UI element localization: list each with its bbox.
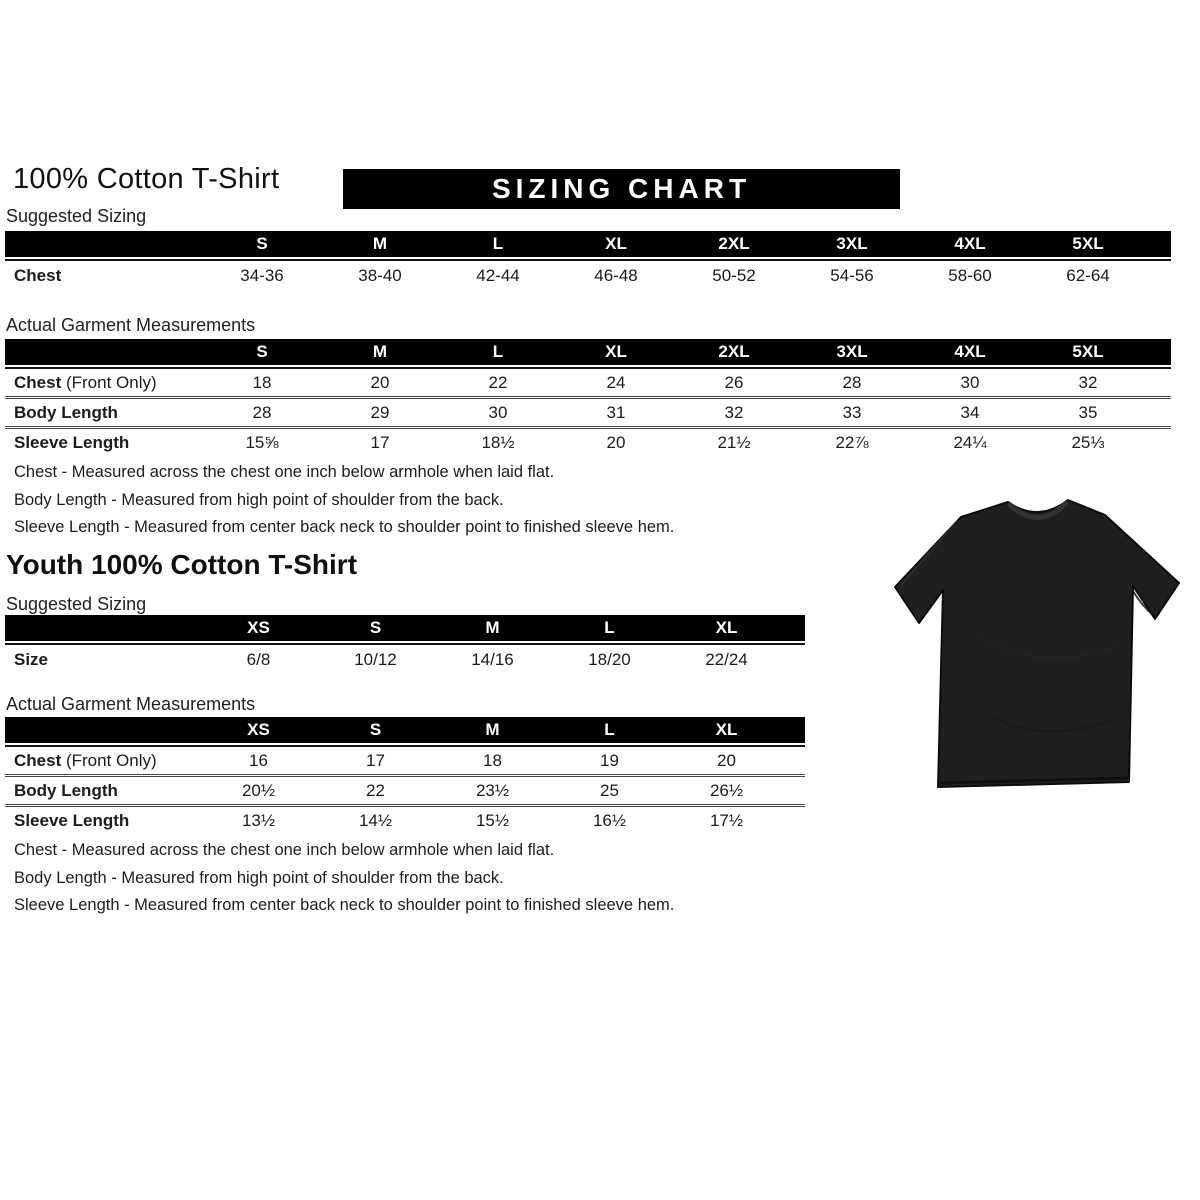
measurement-cell: 28 [842, 372, 862, 392]
row-label-bold: Chest [14, 750, 62, 770]
row-label [5, 433, 203, 453]
size-column-header: M [485, 618, 500, 637]
note-line: Body Length - Measured from high point of shoulder from the back. [14, 490, 504, 509]
measurement-cell: 22 [366, 780, 385, 800]
measurement-cell: 16 [249, 750, 268, 770]
measurement-cell: 34-36 [240, 266, 284, 285]
measurement-cell: 17 [370, 432, 390, 452]
size-column-header: S [369, 618, 382, 637]
size-column-header: XL [605, 342, 627, 361]
measurement-cell: 26½ [709, 780, 744, 800]
sizing-chart-banner [343, 169, 900, 209]
measurement-cell: 35 [1078, 402, 1098, 422]
measurement-cell: 20 [370, 372, 390, 392]
youth-sleeve-length-row [5, 804, 805, 834]
size-column-header: 3XL [836, 342, 868, 361]
size-column-header: 4XL [954, 342, 986, 361]
adult-suggested-heading: Suggested Sizing [6, 206, 147, 226]
size-column-header: S [256, 234, 268, 253]
youth-garment-table [5, 717, 805, 834]
row-label-bold: Body Length [14, 780, 118, 800]
row-label-bold: Chest [14, 372, 62, 392]
row-label-bold: Sleeve Length [14, 810, 130, 830]
measurement-cell: 30 [488, 402, 508, 422]
measurement-cell: 14/16 [471, 650, 514, 669]
adult-body-length-row [5, 396, 1171, 426]
row-label [5, 403, 203, 423]
size-column-header: 2XL [718, 342, 750, 361]
size-column-header: S [369, 720, 382, 739]
measurement-cell: 46-48 [594, 266, 638, 285]
row-label: Size [14, 650, 49, 669]
row-label [5, 781, 200, 801]
measurement-cell: 18 [252, 372, 272, 392]
adult-garment-heading: Actual Garment Measurements [6, 315, 256, 335]
size-column-header: XL [605, 234, 627, 253]
size-column-header: 4XL [954, 234, 986, 253]
size-column-header: L [492, 342, 504, 361]
adult-suggested-table [5, 231, 1171, 291]
measurement-cell: 21½ [717, 432, 751, 452]
measurement-cell: 20 [717, 750, 736, 770]
youth-measurement-notes [14, 841, 674, 924]
size-column-header: S [256, 342, 268, 361]
tshirt-image [893, 495, 1185, 800]
size-column-header: M [372, 234, 388, 253]
row-label-rest: (Front Only) [61, 372, 157, 392]
row-label [5, 811, 200, 831]
row-label: Chest [14, 266, 62, 285]
measurement-cell: 38-40 [358, 266, 402, 285]
measurement-cell: 22/24 [705, 650, 748, 669]
row-label [5, 373, 203, 393]
size-column-header: XL [715, 618, 738, 637]
adult-sleeve-length-row [5, 426, 1171, 456]
measurement-cell: 24¼ [953, 432, 987, 452]
measurement-cell: 6/8 [246, 650, 271, 669]
measurement-cell: 15½ [475, 810, 510, 830]
adult-chest-range-row [5, 261, 1171, 291]
row-label-bold: Sleeve Length [14, 432, 130, 452]
youth-title: Youth 100% Cotton T-Shirt [6, 549, 358, 580]
size-column-header: 5XL [1072, 342, 1104, 361]
measurement-cell: 20½ [241, 780, 276, 800]
measurement-cell: 15⅝ [245, 432, 279, 452]
size-column-header: M [485, 720, 500, 739]
size-column-header: XL [715, 720, 738, 739]
youth-suggested-heading: Suggested Sizing [6, 594, 147, 614]
youth-size-row [5, 645, 805, 675]
youth-body-length-row [5, 774, 805, 804]
measurement-cell: 29 [370, 402, 390, 422]
measurement-cell: 28 [252, 402, 272, 422]
note-line: Body Length - Measured from high point of shoulder from the back. [14, 868, 504, 887]
measurement-cell: 25 [600, 780, 619, 800]
measurement-cell: 24 [606, 372, 626, 392]
measurement-cell: 20 [606, 432, 626, 452]
size-column-header: L [492, 234, 504, 253]
adult-garment-table [5, 339, 1171, 456]
measurement-cell: 22⅞ [835, 432, 869, 452]
measurement-cell: 13½ [241, 810, 276, 830]
measurement-cell: 19 [600, 750, 619, 770]
measurement-cell: 30 [960, 372, 980, 392]
size-column-header: XS [247, 618, 270, 637]
row-label-rest: (Front Only) [61, 750, 157, 770]
size-column-header: L [604, 618, 615, 637]
measurement-cell: 33 [842, 402, 862, 422]
size-column-header: 5XL [1072, 234, 1104, 253]
measurement-cell: 22 [488, 372, 508, 392]
size-column-header: XS [247, 720, 270, 739]
measurement-cell: 26 [724, 372, 744, 392]
sizing-chart-banner-text: SIZING CHART [491, 173, 752, 204]
measurement-cell: 42-44 [476, 266, 520, 285]
measurement-cell: 62-64 [1066, 266, 1110, 285]
measurement-cell: 34 [960, 402, 980, 422]
note-line: Sleeve Length - Measured from center back neck to shoulder point to finished sleeve hem. [14, 518, 675, 536]
measurement-cell: 54-56 [830, 266, 874, 285]
measurement-cell: 58-60 [948, 266, 992, 285]
measurement-cell: 23½ [475, 780, 510, 800]
youth-chest-row [5, 747, 805, 774]
measurement-cell: 25⅓ [1071, 432, 1105, 452]
adult-chest-row [5, 369, 1171, 396]
row-label-bold: Body Length [14, 402, 118, 422]
adult-garment-header-row [5, 339, 1171, 365]
youth-garment-header-row [5, 717, 805, 743]
adult-measurement-notes [14, 463, 674, 546]
size-column-header: 3XL [836, 234, 868, 253]
adult-suggested-header-row [5, 231, 1171, 257]
size-column-header: L [604, 720, 615, 739]
measurement-cell: 16½ [592, 810, 627, 830]
measurement-cell: 32 [1078, 372, 1098, 392]
measurement-cell: 18/20 [588, 650, 631, 669]
note-line: Sleeve Length - Measured from center back neck to shoulder point to finished sleeve hem. [14, 896, 675, 914]
note-line: Chest - Measured across the chest one inch below armhole when laid flat. [14, 841, 555, 859]
note-line: Chest - Measured across the chest one inch below armhole when laid flat. [14, 463, 555, 481]
measurement-cell: 31 [606, 402, 626, 422]
size-column-header: 2XL [718, 234, 750, 253]
youth-garment-heading: Actual Garment Measurements [6, 694, 256, 714]
youth-suggested-table [5, 615, 805, 675]
row-label [5, 751, 200, 771]
measurement-cell: 18½ [481, 432, 515, 452]
size-column-header: M [372, 342, 388, 361]
youth-suggested-header-row [5, 615, 805, 641]
measurement-cell: 14½ [358, 810, 393, 830]
measurement-cell: 17 [366, 750, 385, 770]
measurement-cell: 32 [724, 402, 744, 422]
measurement-cell: 10/12 [354, 650, 397, 669]
measurement-cell: 50-52 [712, 266, 756, 285]
page-title: 100% Cotton T-Shirt [13, 163, 280, 195]
measurement-cell: 17½ [709, 810, 744, 830]
measurement-cell: 18 [483, 750, 502, 770]
